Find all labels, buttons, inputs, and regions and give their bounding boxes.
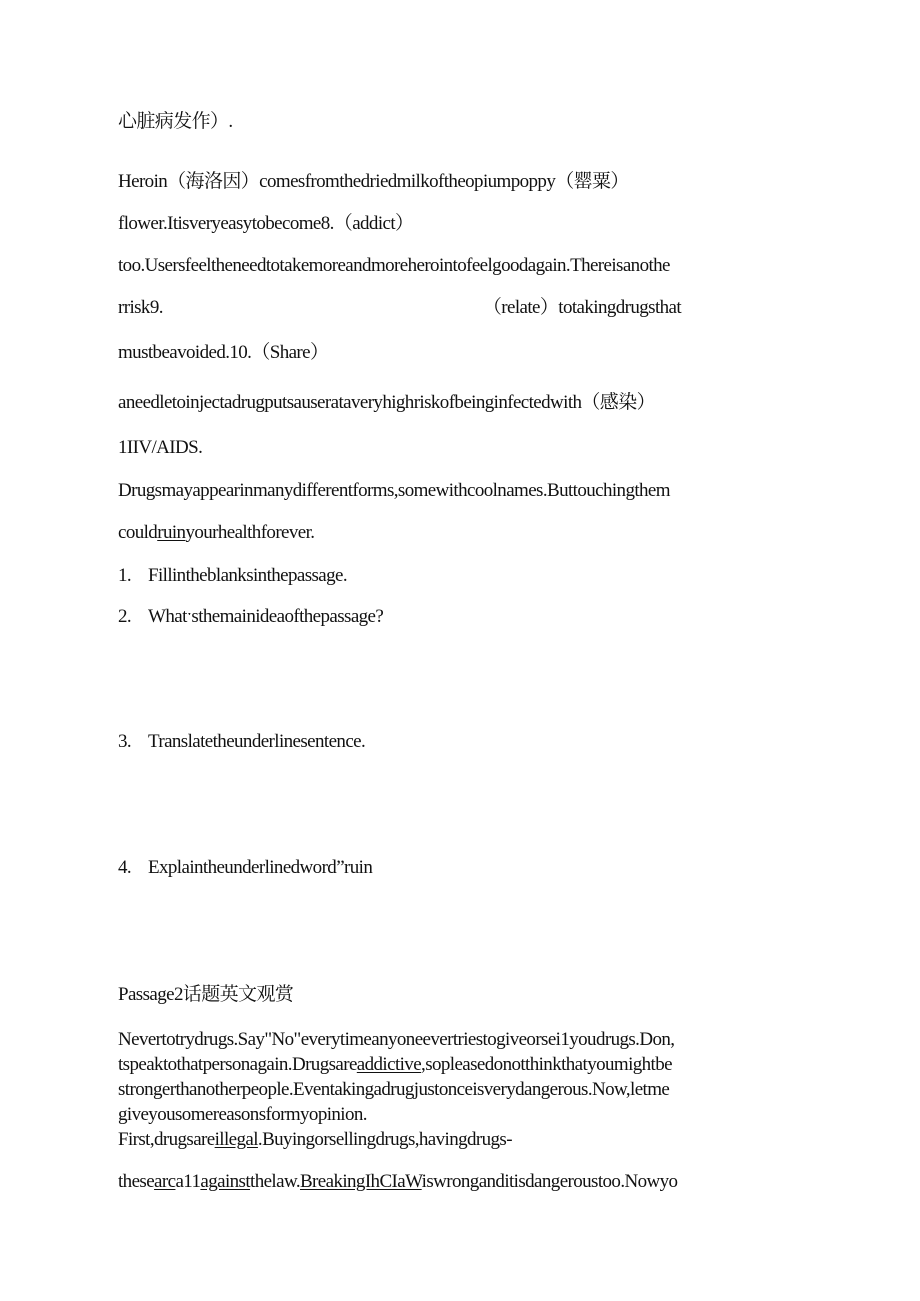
- passage2-line-6: [118, 1170, 677, 1194]
- text-run: these: [118, 1171, 155, 1192]
- underlined-word-addictive: addictive: [356, 1054, 422, 1075]
- passage2-line-3: strongerthanotherpeople.Eventakingadrugjustonceisverydangerous.Now,letme: [118, 1079, 670, 1100]
- question-text: Translatetheunderlinesentence.: [148, 731, 366, 752]
- passage2-line-1: Nevertotrydrugs.Say"No"everytimeanyoneevertriestogiveorsei1youdrugs.Don,: [118, 1029, 675, 1050]
- passage1-line-1: 心脏病发作）.: [118, 111, 233, 132]
- question-1: [118, 564, 347, 588]
- passage1-line-3: flower.Itisveryeasytobecome8.（addict）: [118, 213, 414, 234]
- question-4: [118, 856, 372, 880]
- text-run: yourhealthforever.: [185, 522, 315, 543]
- question-number: 2.: [118, 606, 132, 627]
- underlined-word-illegal: illegal: [214, 1129, 258, 1150]
- blank-9-label: rrisk9.: [118, 297, 163, 318]
- underlined-word-arc: arc: [154, 1171, 176, 1192]
- text-run: thelaw.: [250, 1171, 300, 1192]
- question-text: Explaintheunderlinedword”ruin: [148, 857, 373, 878]
- question-3: [118, 730, 365, 754]
- text-run: First,drugsare: [118, 1129, 215, 1150]
- text-run: ,sopleasedonotthinkthatyoumightbe: [421, 1054, 672, 1075]
- passage1-line-4: too.Usersfeeltheneedtotakemoreandmoreherointofeelgoodagain.Thereisanothe: [118, 255, 670, 276]
- question-number: 4.: [118, 857, 132, 878]
- passage1-line-5: [118, 296, 681, 320]
- passage1-line-2: Heroin（海洛因）comesfromthedriedmilkoftheopiumpoppy（罂粟）: [118, 171, 629, 192]
- question-number: 3.: [118, 731, 132, 752]
- passage1-line-10: [118, 521, 314, 545]
- passage1-line-7: aneedletoinjectadrugputsauseratavery​highriskofbeinginfectedwith（感染）: [118, 392, 656, 413]
- question-text: Whatˑsthemainideaofthepassage?: [148, 606, 384, 627]
- blank-9-hint: （relate）totakingdrugsthat: [482, 297, 682, 318]
- passage1-line-8: 1IIV/AIDS.: [118, 437, 203, 458]
- passage1-line-6: mustbeavoided.10.（Share）: [118, 342, 329, 363]
- question-2: [118, 605, 383, 629]
- question-text: Fillintheblanksinthepassage.: [148, 565, 348, 586]
- passage2-line-5: [118, 1128, 512, 1152]
- text-run: .Buyingorsellingdrugs,havingdrugs-: [257, 1129, 512, 1150]
- underlined-word-ruin: ruin: [157, 522, 186, 543]
- text-run: iswrongandit​isdangeroustoo.Nowyo: [421, 1171, 678, 1192]
- passage2-title: Passage2话题英文观赏: [118, 984, 294, 1005]
- underlined-word-against: against: [200, 1171, 251, 1192]
- text-run: could: [118, 522, 158, 543]
- passage1-line-9: Drugsmayappearinmanydifferentforms,somewithcoolnames.Buttouchingthem: [118, 480, 670, 501]
- underlined-phrase-breaking-the-law: BreakingIhCIaW: [299, 1171, 422, 1192]
- question-number: 1.: [118, 565, 132, 586]
- passage2-line-2: [118, 1053, 672, 1077]
- text-run: tspeaktothatpersonagain.Drugsare: [118, 1054, 357, 1075]
- text-run: a11: [175, 1171, 201, 1192]
- passage2-line-4: giveyousomereasonsformyopinion.: [118, 1104, 367, 1125]
